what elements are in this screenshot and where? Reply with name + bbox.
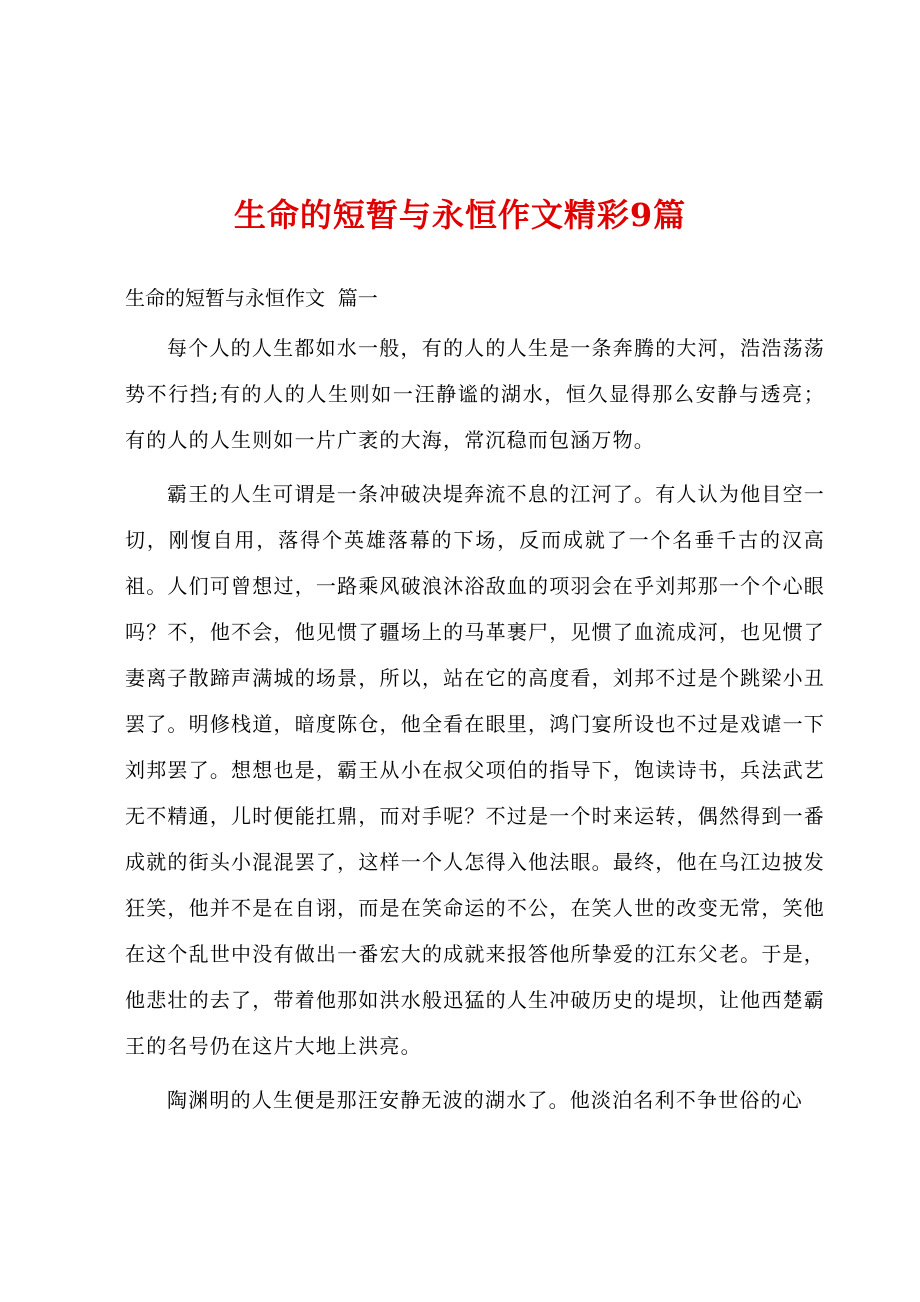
document-body xyxy=(125,325,825,1131)
document-title: 生命的短暂与永恒作文精彩9篇 xyxy=(233,196,687,234)
paragraph-2: 霸王的人生可谓是一条冲破决堤奔流不息的江河了。有人认为他目空一切，刚愎自用，落得个英雄落幕的下场，反而成就了一个名垂千古的汉高祖。人们可曾想过，一路乘风破浪沐浴敌血的项羽会在乎刘邦那一个个心眼吗？不，他不会，他见惯了疆场上的马革裹尸，见惯了血流成河，也见惯了妻离子散蹄声满城的场景，所以，站在它的高度看，刘邦不过是个跳梁小丑罢了。明修栈道，暗度陈仓，他全看在眼里，鸿门宴所设也不过是戏谑一下刘邦罢了。想想也是，霸王从小在叔父项伯的指导下，饱读诗书，兵法武艺无不精通，儿时便能扛鼎，而对手呢？不过是一个时来运转，偶然得到一番成就的街头小混混罢了，这样一个人怎得入他法眼。最终，他在乌江边披发狂笑，他并不是在自诩，而是在笑命运的不公，在笑人世的改变无常，笑他在这个乱世中没有做出一番宏大的成就来报答他所挚爱的江东父老。于是，他悲壮的去了，带着他那如洪水般迅猛的人生冲破历史的堤坝，让他西楚霸王的名号仍在这片大地上洪亮。 xyxy=(125,482,825,1058)
paragraph-3: 陶渊明的人生便是那汪安静无波的湖水了。他淡泊名利不争世俗的心 xyxy=(167,1088,803,1112)
paragraph-1: 每个人的人生都如水一般，有的人的人生是一条奔腾的大河，浩浩荡荡势不行挡;有的人的人生则如一汪静谧的湖水，恒久显得那么安静与透亮；有的人的人生则如一片广袤的大海，常沉稳而包涵万物。 xyxy=(125,336,825,452)
section-heading: 生命的短暂与永恒作文 篇一 xyxy=(125,286,378,310)
